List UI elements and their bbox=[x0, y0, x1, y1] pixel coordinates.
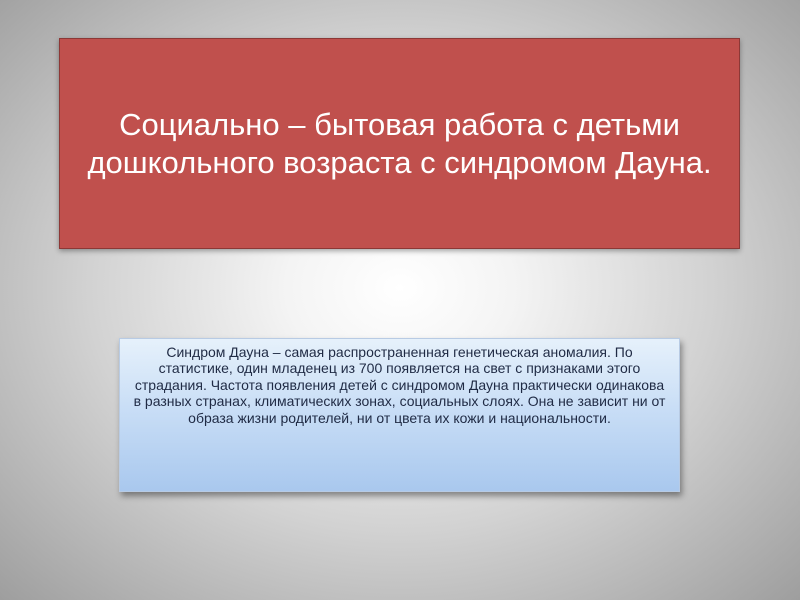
slide-title: Социально – бытовая работа с детьми дошкольного возраста с синдромом Дауна. bbox=[87, 106, 712, 180]
slide-body-text: Синдром Дауна – самая распространенная генетическая аномалия. По статистике, один младенец из 700 появляется на свет с признаками этого страдания. Частота появления детей с синдромом Дауна практически одинакова в разных странах, климатических зонах, социальных слоях. Она не зависит ни от образа жизни родителей, ни от цвета их кожи и национальности. bbox=[133, 344, 666, 426]
body-text-box bbox=[119, 338, 680, 492]
title-box bbox=[59, 38, 740, 249]
